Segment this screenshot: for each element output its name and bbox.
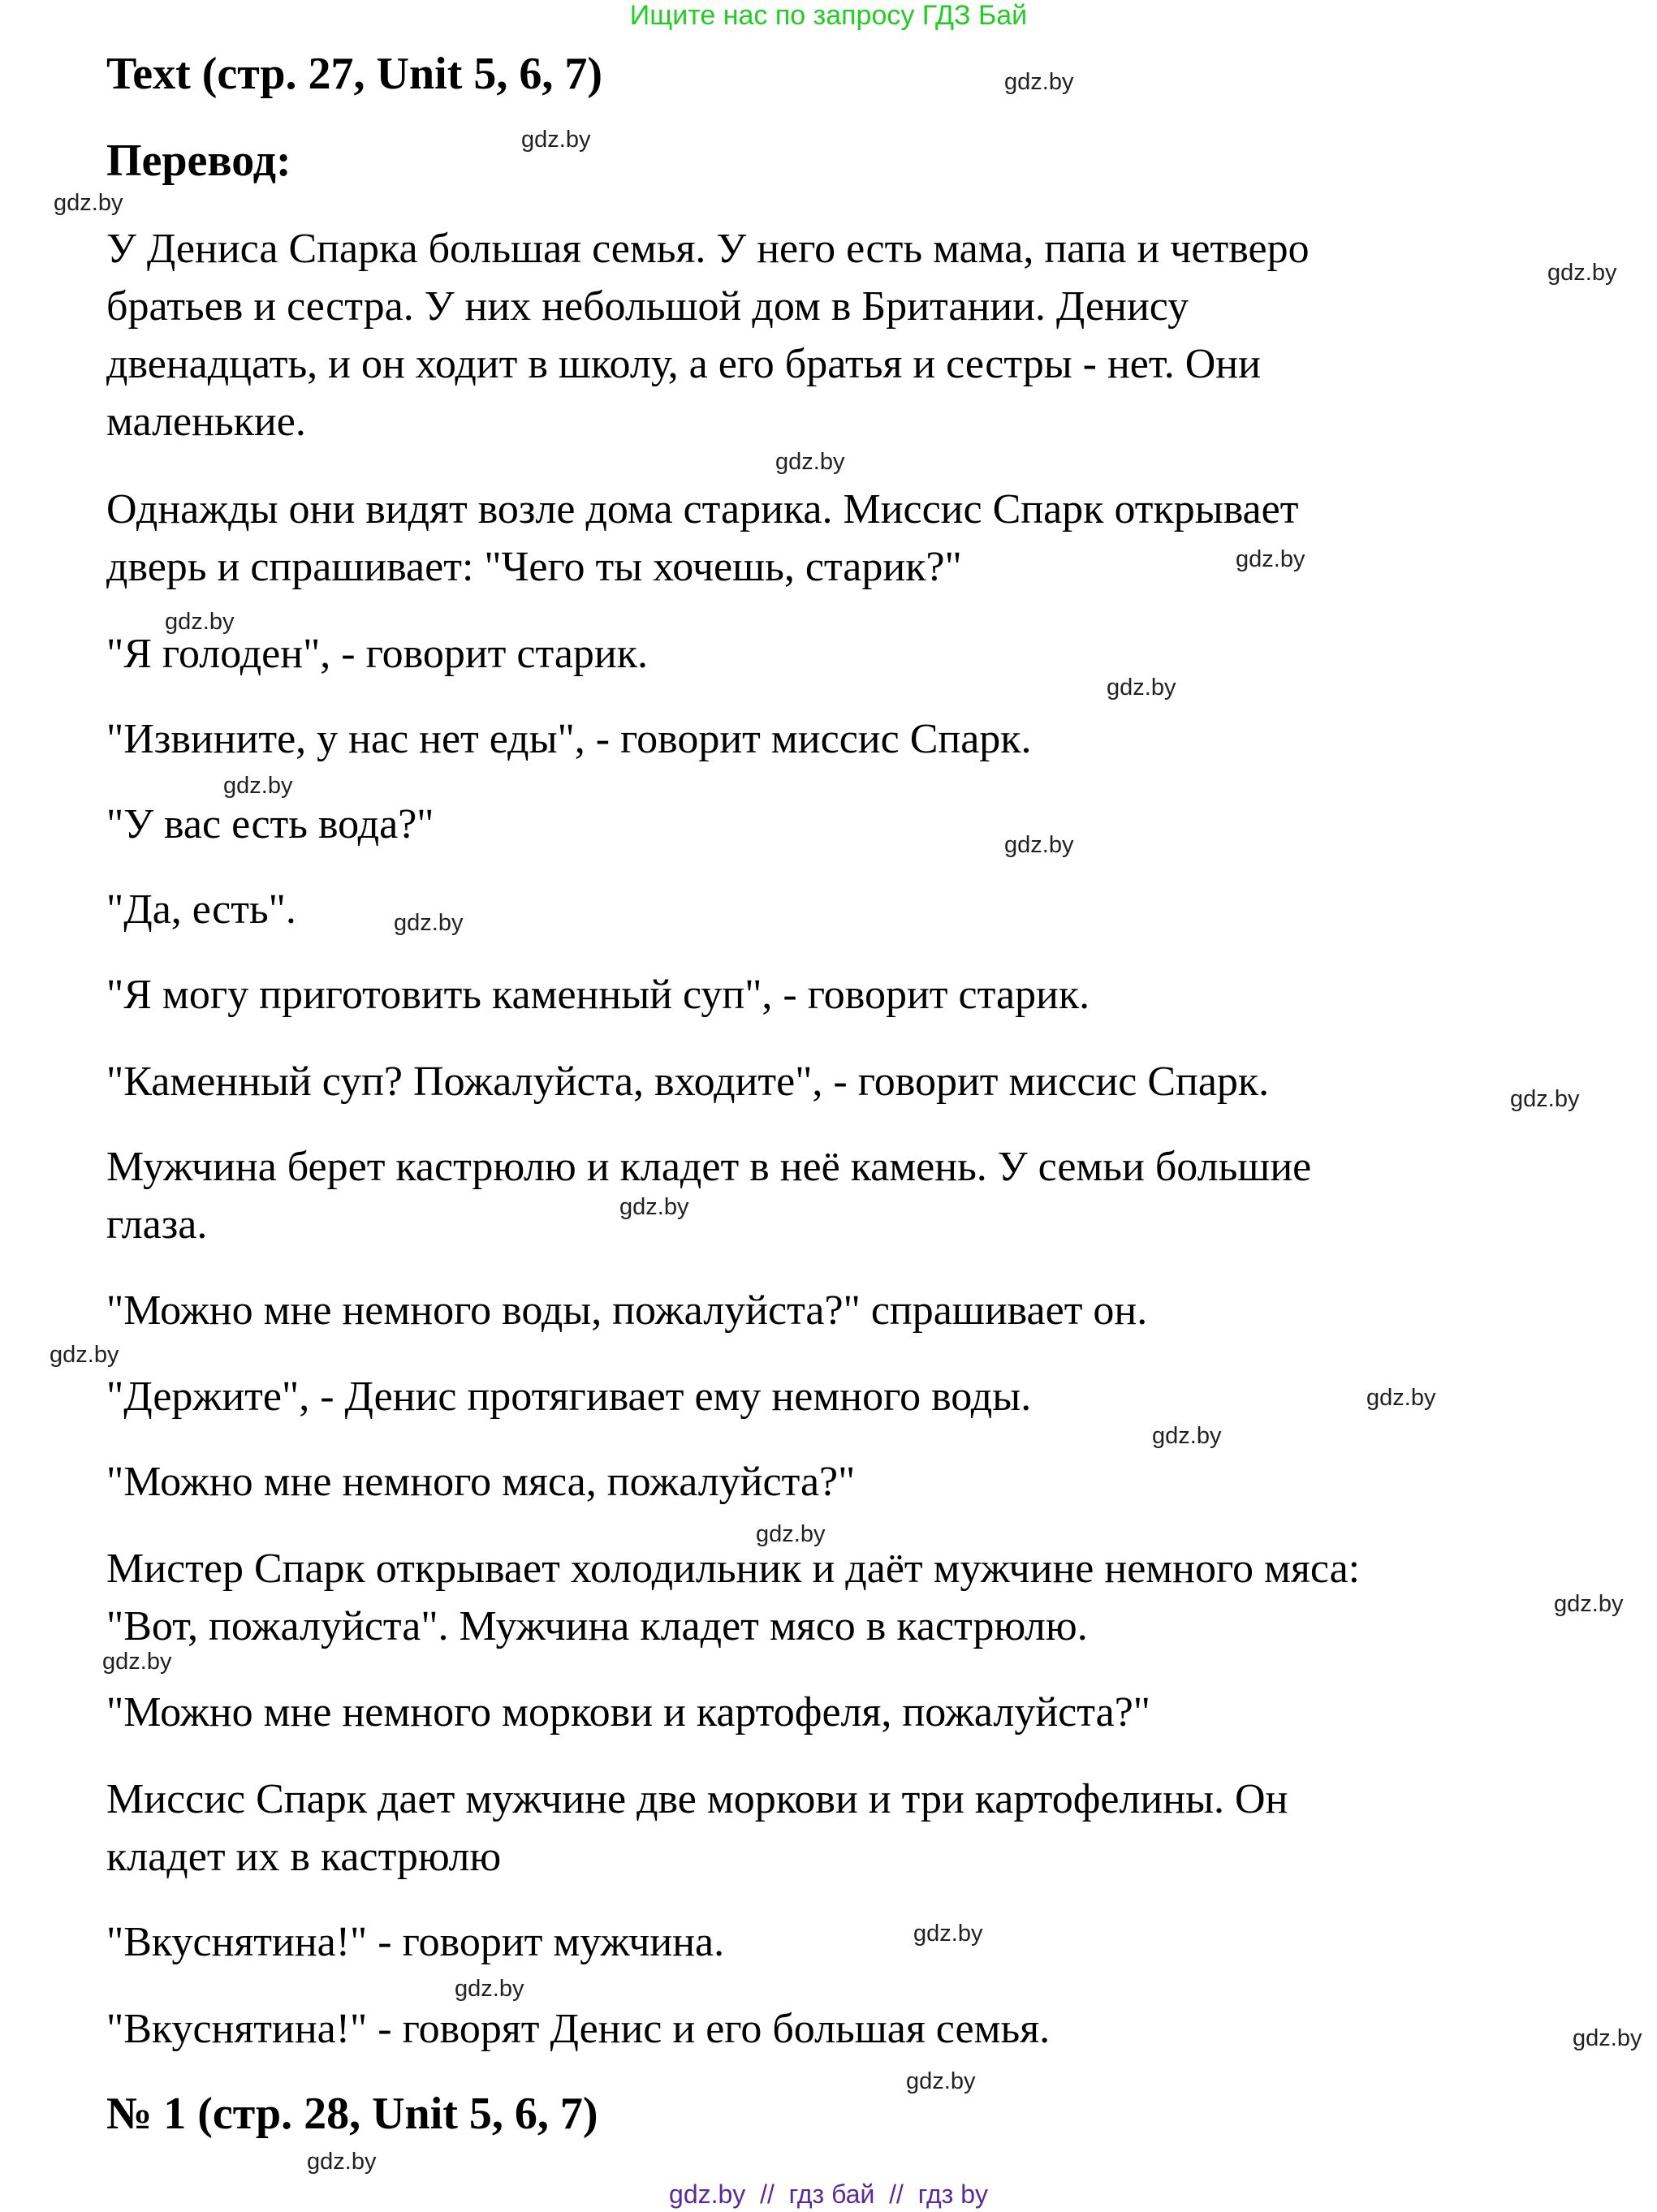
text-line: У Дениса Спарка большая семья. У него есть мама, папа и четверо [106, 226, 1310, 272]
watermark: gdz.by [307, 2149, 377, 2175]
footer-links[interactable]: gdz.by // гдз бай // гдз by [669, 2180, 988, 2209]
watermark: gdz.by [1152, 1423, 1222, 1449]
text-line: кладет их в кастрюлю [106, 1834, 502, 1880]
watermark: gdz.by [1366, 1385, 1436, 1411]
text-line: Миссис Спарк дает мужчине две моркови и три картофелины. Он [106, 1776, 1288, 1822]
text-line: братьев и сестра. У них небольшой дом в Британии. Денису [106, 283, 1189, 330]
watermark: gdz.by [394, 910, 464, 936]
watermark: gdz.by [54, 190, 123, 216]
paragraph [106, 1684, 1150, 1741]
watermark: gdz.by [1236, 546, 1305, 572]
paragraph [106, 1913, 724, 1971]
watermark: gdz.by [165, 609, 235, 635]
text-line: "Вкуснятина!" - говорят Денис и его большая семья. [106, 2006, 1051, 2052]
watermark: gdz.by [50, 1342, 119, 1368]
paragraph [106, 1368, 1031, 1425]
search-banner[interactable]: Ищите нас по запросу ГДЗ Бай [629, 0, 1028, 31]
text-line: глаза. [106, 1201, 208, 1248]
paragraph [106, 2000, 1050, 2058]
text-line: "Можно мне немного мяса, пожалуйста?" [106, 1459, 856, 1505]
text-line: Однажды они видят возле дома старика. Миссис Спарк открывает [106, 486, 1299, 533]
watermark: gdz.by [223, 773, 293, 799]
paragraph [106, 1053, 1269, 1110]
watermark: gdz.by [102, 1649, 172, 1675]
text-line: "Вот, пожалуйста". Мужчина кладет мясо в кастрюлю. [106, 1603, 1088, 1649]
text-line: дверь и спрашивает: "Чего ты хочешь, старик?" [106, 544, 962, 590]
paragraph [106, 966, 1090, 1024]
paragraph [106, 220, 1310, 451]
watermark: gdz.by [1573, 2025, 1642, 2051]
watermark: gdz.by [913, 1921, 983, 1947]
watermark: gdz.by [619, 1194, 689, 1220]
watermark: gdz.by [1004, 69, 1074, 95]
text-line: двенадцать, и он ходит в школу, а его братья и сестры - нет. Они [106, 341, 1261, 387]
text-line: маленькие. [106, 399, 306, 445]
text-line: "Каменный суп? Пожалуйста, входите", - говорит миссис Спарк. [106, 1059, 1270, 1105]
watermark: gdz.by [521, 127, 591, 153]
text-line: "Извините, у нас нет еды", - говорит миссис Спарк. [106, 716, 1032, 762]
paragraph [106, 710, 1032, 768]
paragraph [106, 1138, 1311, 1253]
text-line: "Вкуснятина!" - говорит мужчина. [106, 1919, 725, 1965]
text-line: Мужчина берет кастрюлю и кладет в неё камень. У семьи большие [106, 1144, 1312, 1190]
text-line: "Я могу приготовить каменный суп", - говорит старик. [106, 972, 1090, 1018]
page-title: Text (стр. 27, Unit 5, 6, 7) [106, 49, 602, 99]
watermark: gdz.by [1004, 832, 1074, 858]
text-line: "Я голоден", - говорит старик. [106, 631, 649, 677]
watermark: gdz.by [1547, 260, 1617, 286]
watermark: gdz.by [1107, 675, 1176, 701]
translation-heading: Перевод: [106, 136, 291, 186]
paragraph [106, 1540, 1360, 1655]
text-line: "У вас есть вода?" [106, 801, 434, 847]
paragraph [106, 881, 296, 938]
exercise-heading: № 1 (стр. 28, Unit 5, 6, 7) [106, 2089, 598, 2139]
paragraph [106, 1453, 855, 1511]
text-line: Мистер Спарк открывает холодильник и даёт мужчине немного мяса: [106, 1546, 1361, 1592]
text-line: "Да, есть". [106, 886, 296, 933]
paragraph [106, 481, 1298, 596]
text-line: "Можно мне немного воды, пожалуйста?" спрашивает он. [106, 1287, 1148, 1334]
watermark: gdz.by [1510, 1086, 1580, 1112]
paragraph [106, 1770, 1288, 1886]
paragraph [106, 1282, 1147, 1339]
watermark: gdz.by [756, 1521, 826, 1547]
paragraph [106, 796, 434, 853]
watermark: gdz.by [455, 1976, 524, 2002]
text-line: "Можно мне немного моркови и картофеля, пожалуйста?" [106, 1689, 1151, 1736]
watermark: gdz.by [1554, 1591, 1624, 1617]
watermark: gdz.by [775, 449, 845, 475]
watermark: gdz.by [906, 2068, 976, 2094]
text-line: "Держите", - Денис протягивает ему немного воды. [106, 1373, 1032, 1420]
